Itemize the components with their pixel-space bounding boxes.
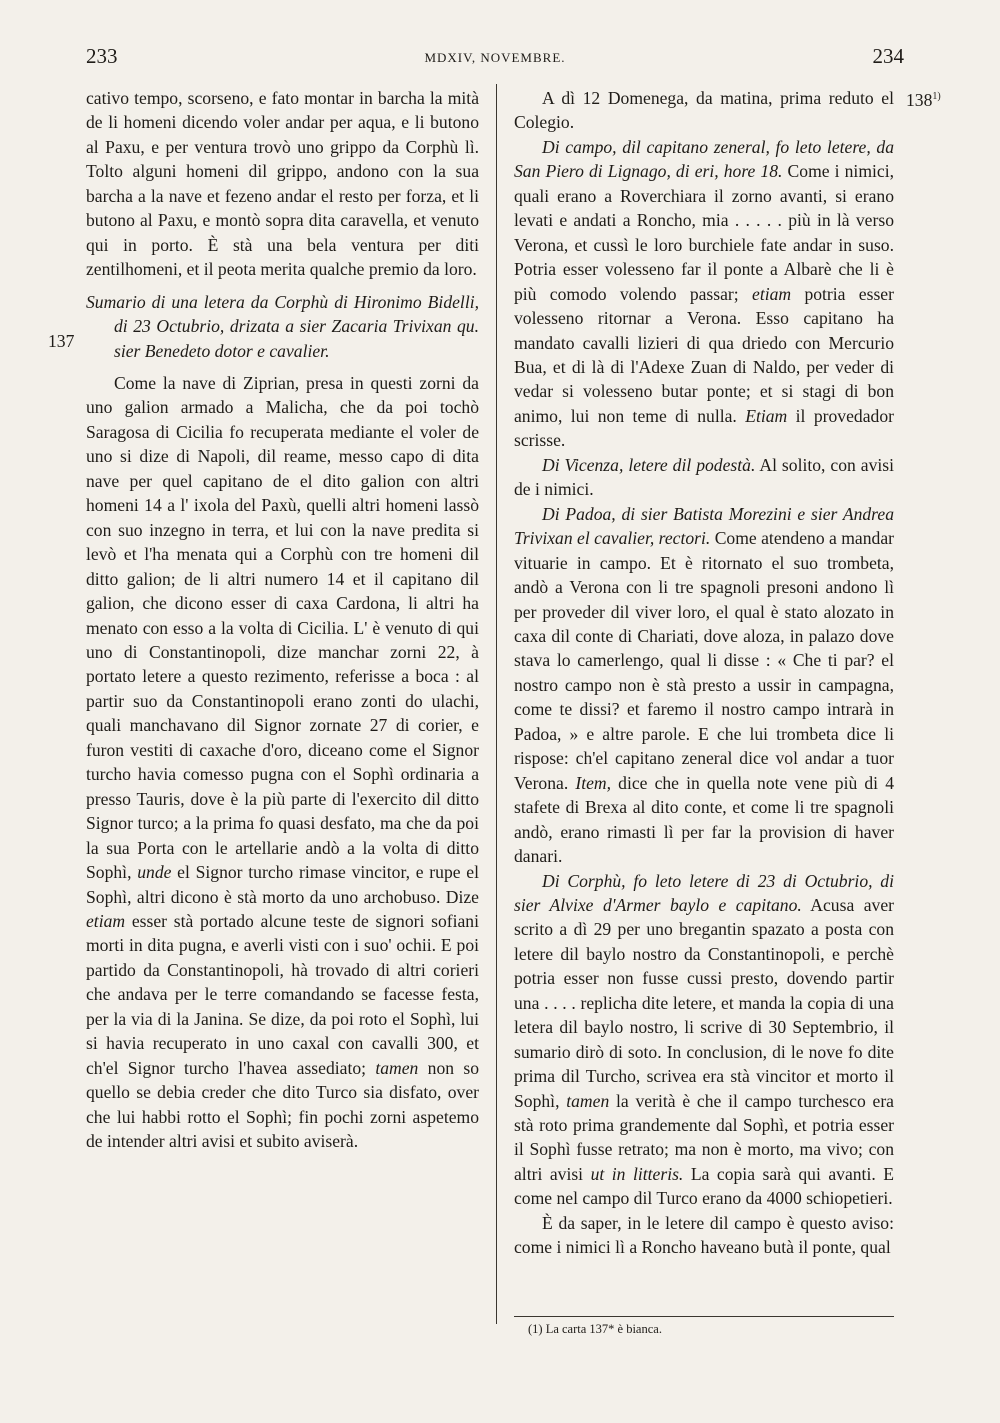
running-title: MDXIV, NOVEMBRE. bbox=[424, 50, 566, 65]
margin-number-left: 137 bbox=[48, 331, 75, 351]
column-divider bbox=[496, 84, 497, 1324]
paragraph: cativo tempo, scorseno, e fato montar in barcha la mità de li homeni dicendo voler andar per aqua, e li butono al Paxu, e per ventura trovò uno grippo da Corphù lì. Tolto alguni homeni dil grippo, andono con la sua barcha a la nave et fezeno andar el resto per forza, et li butono al Paxu, e montò sopra dita caravella, et venuto qui in porto. È stà una bela ventura per diti zentilhomeni, et il peota merita qualche premio da loro. bbox=[86, 88, 479, 280]
paragraph: Di Padoa, di sier Batista Morezini e sier Andrea Trivixan el cavalier, rectori. Come atendeno a mandar vituarie in campo. Et è ritornato el suo trombeta, andò a Verona con li tre spagnoli presoni andono lì per proveder dil viver loro, el qual è stato alozato in caxa dil conte di Chariati, dove aloza, in palazo dove stava lo camerlengo, qual li disse : « Che ti par? el nostro campo non è stà presto a ussir in campagna, come te dissi? et faremo il nostro campo intrarà in Padoa, » e altre parole. E che lui trombeta dice li rispose: ch'el capitano zeneral dice vol andar a tuor Verona. Item, dice che in quella note vene più di 4 stafete di Brexa al dito conte, et come li tre spagnoli andò, erano rimasti lì per far la provision di haver danari. bbox=[514, 503, 894, 867]
running-header bbox=[86, 44, 904, 74]
paragraph: Come la nave di Ziprian, presa in questi zorni da uno galion armado a Malicha, che da poi tochò Saragosa di Cicilia fo recuperata mediante el voler de uno si dize di Napoli, dil reame, messo capo di dita nave per quel capitano de el dito galion con altri homeni 14 a l' ixola del Paxù, quelli altri homeni lassò con suo inzegno in terra, et lui con la nave predita si levò et l'ha menata qui a Corphù con tre homeni dil ditto galion; de li altri numero 14 et il capitano dil galion, che dicono esser di caxa Cardona, li altri ha menato con esso a la volta di Cicilia. L' è venuto di qui uno di Constantinopoli, dize manchar zorni 22, à portato letere a questo rezimento, referisse a boca : al partir suo da Constantinopoli erano zonti do ulachi, quali manchavano dil Signor zornate 27 di corier, e furon vestiti di caxache d'oro, diceano come el Signor turcho havia comesso pugna con el Sophì ordinaria a presso Tauris, dove è la più parte di l'exercito dil ditto Signor turco; a la prima fo quasi desfato, ma che da poi la sua Porta con le artellarie andò a la volta di ditto Sophì, unde el Signor turcho rimase vincitor, e rupe el Sophì, altri dicono è stà morto da uno archobuso. Dize etiam esser stà portado alcune teste de signori sofiani morti in dita pugna, e averli visti con i suo' ochii. E poi partido da Constantinopoli, hà trovado di altri corieri che andava per le terre comandando se facesse festa, per la via di la Janina. Se dize, da poi roto el Sophì, lui si havia recuperato in uno caxal con cavalli 300, et ch'el Signor turcho l'havea assediato; tamen non so quello se debia creder che dito Turco sia disfato, over che lui habbi rotto el Sophì; fin pochi zorni aspetemo de intender altri avisi et subito aviserà. bbox=[86, 372, 480, 1152]
paragraph: Di campo, dil capitano zeneral, fo leto letere, da San Piero di Lignago, di eri, hore 18. Come i nimici, quali erano a Roverchiara il zorno avanti, si erano levati e andati a Roncho, mia . . . . . più in là verso Verona, et cussì le loro burchiele fate andar in suso. Potria esser volesseno far il ponte a Albarè che li è più comodo volendo passar; etiam potria esser volesseno ritornar a Verona. Esso capitano ha mandato cavalli lizieri di qua driedo con Mercurio Bua, et di là di l'Adexe Zuan di Naldo, per veder di vedar si volesseno butar ponte; et si stagi di bon animo, lui non teme di nulla. Etiam il provedador scrisse. bbox=[514, 136, 894, 451]
paragraph: A dì 12 Domenega, da matina, prima reduto el Colegio. bbox=[514, 88, 894, 133]
footnote-rule bbox=[514, 1316, 894, 1317]
section-heading: Sumario di una letera da Corphù di Hironimo Bidelli, di 23 Octubrio, drizata a sier Zacaria Trivixan qu. sier Benedeto dotor e cavalier. bbox=[86, 291, 479, 361]
right-column bbox=[514, 86, 894, 1260]
right-page-number: 234 bbox=[872, 44, 904, 68]
paragraph: Di Vicenza, letere dil podestà. Al solito, con avisi de i nimici. bbox=[514, 454, 894, 500]
left-page-number: 233 bbox=[86, 44, 118, 68]
paragraph: È da saper, in le letere dil campo è questo aviso: come i nimici lì a Roncho haveano butà il ponte, qual bbox=[514, 1212, 894, 1258]
left-column bbox=[86, 86, 479, 1153]
paragraph: Di Corphù, fo leto letere di 23 di Octubrio, di sier Alvixe d'Armer baylo e capitano. Acusa aver scrito a dì 29 per uno bregantin spazato a posta con letere dil baylo nostro da Constantinopoli, e perchè potria esser non fusse cussi presto, dovendo partir una . . . . replicha dite letere, et manda la copia di una letera dil baylo nostro, li scrive di 30 Septembrio, il sumario dirò di soto. In conclusion, di le nove fo dite prima dil Turcho, scrivea era stà vincitor et morto il Sophì, tamen la verità è che il campo turchesco era stà roto prima grandemente dal Sophì, et potria esser il Sophì fusse retrato; ma non è morto, ma vivo; con altri avisi ut in litteris. La copia sarà qui avanti. E come nel campo dil Turco erano da 4000 schiopetieri. bbox=[514, 870, 894, 1209]
margin-number-right: 138$^{1)}$ bbox=[906, 90, 941, 110]
footnote: (1) La carta 137* è bianca. bbox=[528, 1322, 662, 1336]
